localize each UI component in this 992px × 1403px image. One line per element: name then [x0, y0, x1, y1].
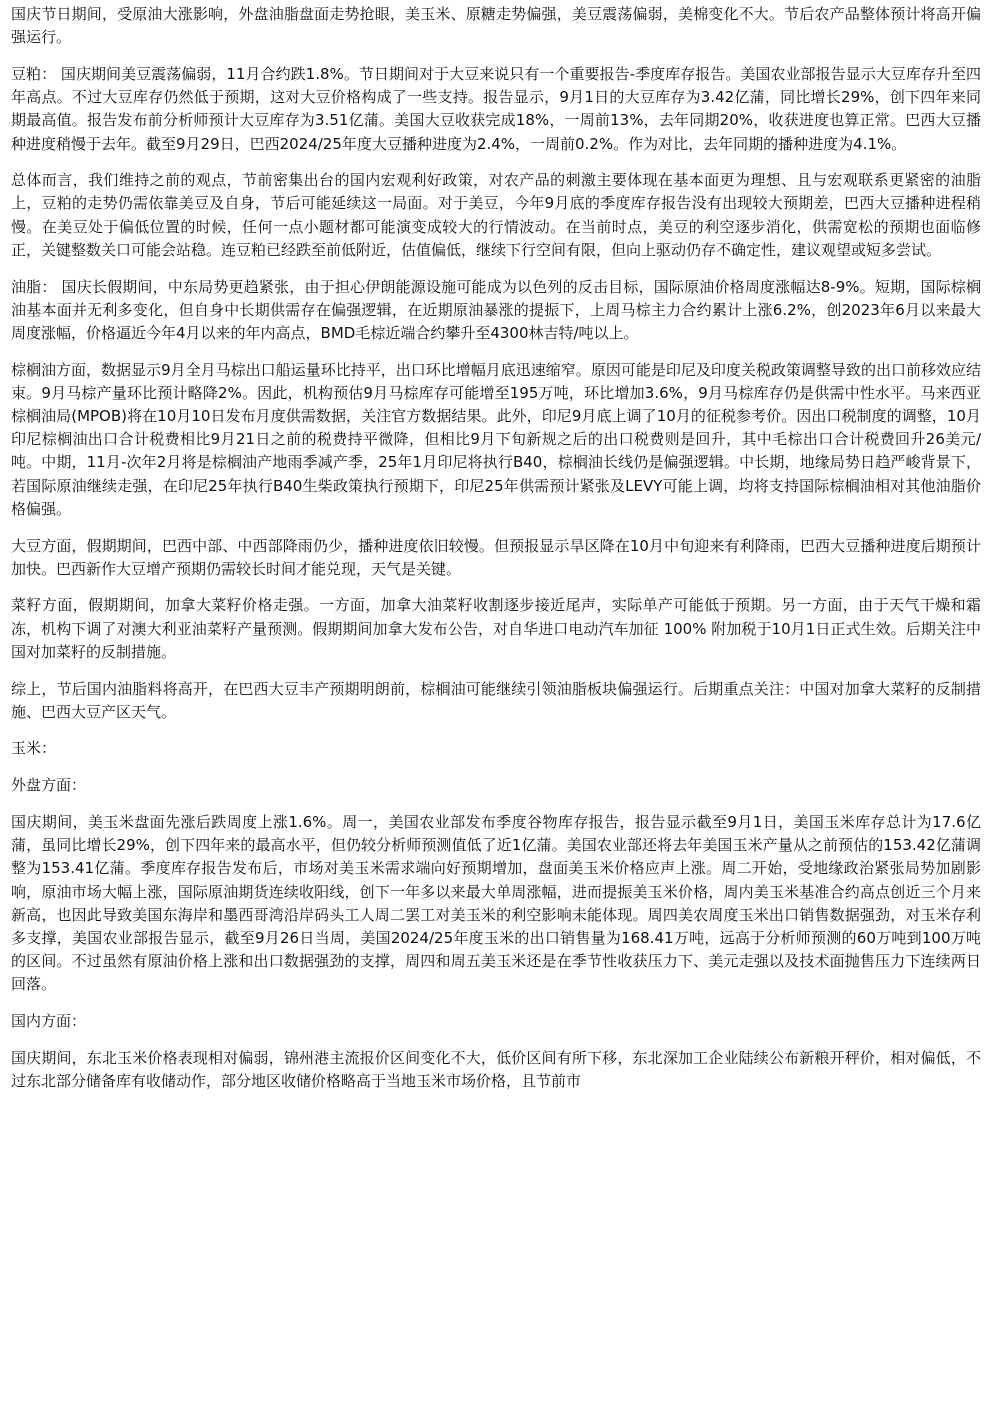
- paragraph-corn-domestic: 国庆期间，东北玉米价格表现相对偏弱，锦州港主流报价区间变化不大，低价区间有所下移，东北深加工企业陆续公布新粮开秤价，相对偏低，不过东北部分储备库有收储动作，部分地区收储价格略高于当地玉米市场价格，且节前市: [11, 1048, 981, 1090]
- paragraph-holiday-overview: 国庆节日期间，受原油大涨影响，外盘油脂盘面走势抢眼，美玉米、原糖走势偏强，美豆震荡偏弱，美棉变化不大。节后农产品整体预计将高开偏强运行。: [11, 5, 981, 47]
- paragraph-soymeal-summary: 总体而言，我们维持之前的观点，节前密集出台的国内宏观利好政策，对农产品的刺激主要体现在基本面更为理想、且与宏观联系更紧密的油脂上，豆粕的走势仍需依靠美豆及自身，节后可能延续这一局面。对于美豆，今年9月底的季度库存报告没有出现较大预期差，巴西大豆播种进程稍慢。在美豆处于偏低位置的时候，任何一点小题材都可能演变成较大的行情波动。在当前时点，美豆的利空逐步消化，供需宽松的预期也面临修正，关键整数关口可能会站稳。连豆粕已经跌至前低附近，估值偏低，继续下行空间有限，但向上驱动仍存不确定性，建议观望或短多尝试。: [11, 171, 981, 259]
- report-body: [11, 3, 981, 1107]
- subheading-overseas: 外盘方面：: [11, 776, 87, 795]
- subheading-domestic: 国内方面：: [11, 1012, 87, 1031]
- paragraph-oils-summary: 综上，节后国内油脂料将高开，在巴西大豆丰产预期明朗前，棕榈油可能继续引领油脂板块偏强运行。后期重点关注：中国对加拿大菜籽的反制措施、巴西大豆产区天气。: [11, 679, 981, 721]
- paragraph-corn-overseas: 国庆期间，美玉米盘面先涨后跌周度上涨1.6%。周一，美国农业部发布季度谷物库存报告，报告显示截至9月1日，美国玉米库存总计为17.6亿蒲，虽同比增长29%，创下四年来的最高水平，但仍较分析师预测值低了近1亿蒲。美国农业部还将去年美国玉米产量从之前预估的153.42亿蒲调整为153.41亿蒲。季度库存报告发布后，市场对美玉米需求端向好预期增加，盘面美玉米价格应声上涨。周二开始，受地缘政治紧张局势加剧影响，原油市场大幅上涨，国际原油期货连续收阳线，创下一年多以来最大单周涨幅，进而提振美玉米价格，周内美玉米基准合约高点创近三个月来新高，也因此导致美国东海岸和墨西哥湾沿岸码头工人周二罢工对美玉米的利空影响未能体现。周四美农周度玉米出口销售数据强劲，对玉米存利多支撑，美国农业部报告显示，截至9月26日当周，美国2024/25年度玉米的出口销售量为168.41万吨，远高于分析师预测的60万吨到100万吨的区间。不过虽然有原油价格上涨和出口数据强劲的支撑，周四和周五美玉米还是在季节性收获压力下、美元走强以及技术面抛售压力下连续两日回落。: [11, 812, 981, 994]
- section-heading-corn: 玉米：: [11, 739, 57, 758]
- paragraph-soymeal: 豆粕： 国庆期间美豆震荡偏弱，11月合约跌1.8%。节日期间对于大豆来说只有一个重要报告-季度库存报告。美国农业部报告显示大豆库存升至四年高点。不过大豆库存仍然低于预期，这对大豆价格构成了一些支持。报告显示，9月1日的大豆库存为3.42亿蒲，同比增长29%，创下四年来同期最高值。报告发布前分析师预计大豆库存为3.51亿蒲。美国大豆收获完成18%，一周前13%，去年同期20%，收获进度也算正常。巴西大豆播种进度稍慢于去年。截至9月29日，巴西2024/25年度大豆播种进度为2.4%，一周前0.2%。作为对比，去年同期的播种进度为4.1%。: [11, 64, 981, 153]
- paragraph-palm-oil: 棕榈油方面，数据显示9月全月马棕出口船运量环比持平，出口环比增幅月底迅速缩窄。原因可能是印尼及印度关税政策调整导致的出口前移效应结束。9月马棕产量环比预计略降2%。因此，机构预估9月马棕库存可能增至195万吨，环比增加3.6%，9月马棕库存仍是供需中性水平。马来西亚棕榈油局(MPOB)将在10月10日发布月度供需数据，关注官方数据结果。此外，印尼9月底上调了10月的征税参考价。因出口税制度的调整，10月印尼棕榈油出口合计税费相比9月21日之前的税费持平微降，但相比9月下旬新规之后的出口税费则是回升，其中毛棕出口合计税费回升26美元/吨。中期，11月-次年2月将是棕榈油产地雨季减产季，25年1月印尼将执行B40，棕榈油长线仍是偏强逻辑。中长期，地缘局势日趋严峻背景下，若国际原油继续走强，在印尼25年执行B40生柴政策执行预期下，印尼25年供需预计紧张及LEVY可能上调，均将支持国际棕榈油相对其他油脂价格偏强。: [11, 360, 981, 518]
- paragraph-soybean: 大豆方面，假期期间，巴西中部、中西部降雨仍少，播种进度依旧较慢。但预报显示旱区降在10月中旬迎来有利降雨，巴西大豆播种进度后期预计加快。巴西新作大豆增产预期仍需较长时间才能兑现，天气是关键。: [11, 536, 981, 578]
- paragraph-oils: 油脂： 国庆长假期间，中东局势更趋紧张，由于担心伊朗能源设施可能成为以色列的反击目标，国际原油价格周度涨幅达8-9%。短期，国际棕榈油基本面并无利多变化，但自身中长期供需存在偏强逻辑，在近期原油暴涨的提振下，上周马棕主力合约累计上涨6.2%，创2023年6月以来最大周度涨幅，价格逼近今年4月以来的年内高点，BMD毛棕近端合约攀升至4300林吉特/吨以上。: [11, 277, 981, 342]
- paragraph-rapeseed: 菜籽方面，假期期间，加拿大菜籽价格走强。一方面，加拿大油菜籽收割逐步接近尾声，实际单产可能低于预期。另一方面，由于天气干燥和霜冻，机构下调了对澳大利亚油菜籽产量预测。假期期间加拿大发布公告，对自华进口电动汽车加征 100% 附加税于10月1日正式生效。后期关注中国对加菜籽的反制措施。: [11, 596, 981, 661]
